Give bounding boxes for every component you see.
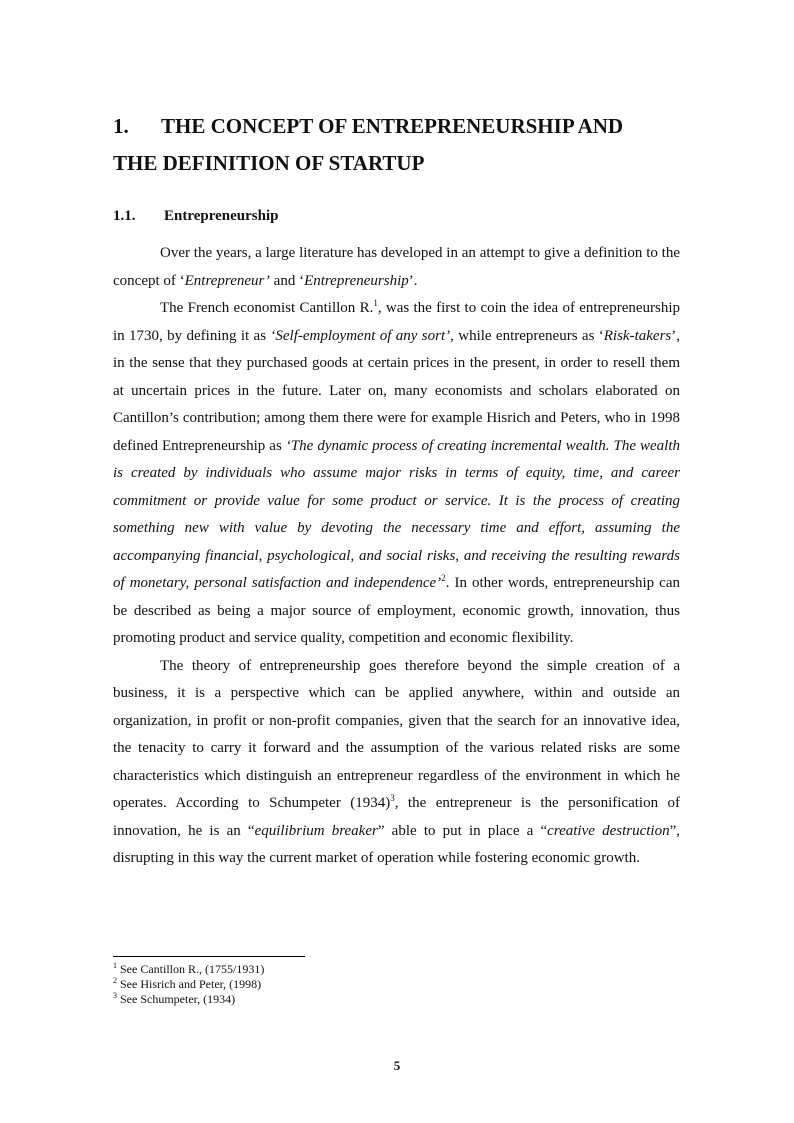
footnotes [113,962,264,1007]
chapter-title-line-1: THE CONCEPT OF ENTREPRENEURSHIP AND [161,114,624,138]
footnote-number: 2 [113,976,117,985]
chapter-number: 1. [113,114,129,138]
footnote [113,992,264,1007]
chapter-heading-line-2 [113,150,693,177]
paragraph-3 [113,653,680,873]
p2-text-3: , while entrepreneurs as ‘ [450,327,604,344]
body-text [113,240,680,873]
footnote-separator [113,956,305,957]
chapter-title-line-2: THE DEFINITION OF STARTUP [113,151,425,175]
footnote-ref-1[interactable]: 1 [373,298,378,308]
section-heading [113,206,278,226]
p2-text-4: ’, in the sense that they purchased goods at certain prices in the present, in order to resell them at uncertain prices in the future. Later on, many economists and scholars elaborated on Cantillon’s contribution; among them there were for example Hisrich and Peters, who in 1998 defined Entrepreneurship as [113,327,680,454]
footnote-text: See Cantillon R., (1755/1931) [117,962,265,976]
p3-text-1: The theory of entrepreneurship goes therefore beyond the simple creation of a business, it is a perspective which can be applied anywhere, within and outside an organization, in profit or non-profit companies, given that the search for an innovative idea, the tenacity to carry it forward and the assumption of the various related risks are some characteristics which distinguish an entrepreneur regardless of the environment in which he operates. According to Schumpeter (1934) [113,657,680,811]
p2-text-1: The French economist Cantillon R. [160,300,374,316]
chapter-heading-line-1 [113,113,693,140]
p1-text-2: and ‘ [269,272,305,289]
p2-italic-3: ‘The dynamic process of creating incremental wealth. The wealth is created by individuals who assume major risks in terms of equity, time, and career commitment or provide value for some product or service. It is the process of creating something new with value by devoting the necessary time and effort, assuming the accompanying financial, psychological, and social risks, and receiving the resulting rewards of monetary, personal satisfaction and independence’ [113,437,680,591]
p2-italic-2: Risk-takers [603,327,672,344]
p3-italic-2: creative destruction [547,822,670,839]
p1-italic-2: Entrepreneurship [304,272,409,289]
paragraph-1 [113,240,680,295]
p3-text-3: ” able to put in place a “ [377,822,548,839]
footnote-ref-2[interactable]: 2 [441,573,446,583]
p3-text-2: , the entrepreneur is the personification of innovation, he is an “ [113,795,681,839]
footnote [113,977,264,992]
section-number: 1.1. [113,208,136,224]
p1-text-1: Over the years, a large literature has developed in an attempt to give a definition to the concept of ‘ [113,245,680,289]
paragraph-2 [113,295,680,653]
p1-italic-1: Entrepreneur’ [184,272,270,289]
footnote-ref-3[interactable]: 3 [390,793,395,803]
page-number: 5 [393,1058,401,1073]
p2-text-2: , was the first to coin the idea of entrepreneurship in 1730, by defining it as [113,300,681,344]
p3-text-4: ”, disrupting in this way the current market of operation while fostering economic growth. [113,822,680,866]
p3-italic-1: equilibrium breaker [254,822,378,839]
p2-text-5: . In other words, entrepreneurship can be described as being a major source of employment, economic growth, innovation, thus promoting product and service quality, competition and economic flexibility. [113,575,680,646]
footnote-text: See Schumpeter, (1934) [117,992,236,1006]
footnote-text: See Hisrich and Peter, (1998) [117,977,262,991]
p1-text-3: ’. [408,272,418,289]
section-title: Entrepreneurship [164,208,279,224]
footnote-number: 1 [113,961,117,970]
footnote [113,962,264,977]
footnote-number: 3 [113,991,117,1000]
p2-italic-1: ‘Self-employment of any sort’ [270,327,451,344]
